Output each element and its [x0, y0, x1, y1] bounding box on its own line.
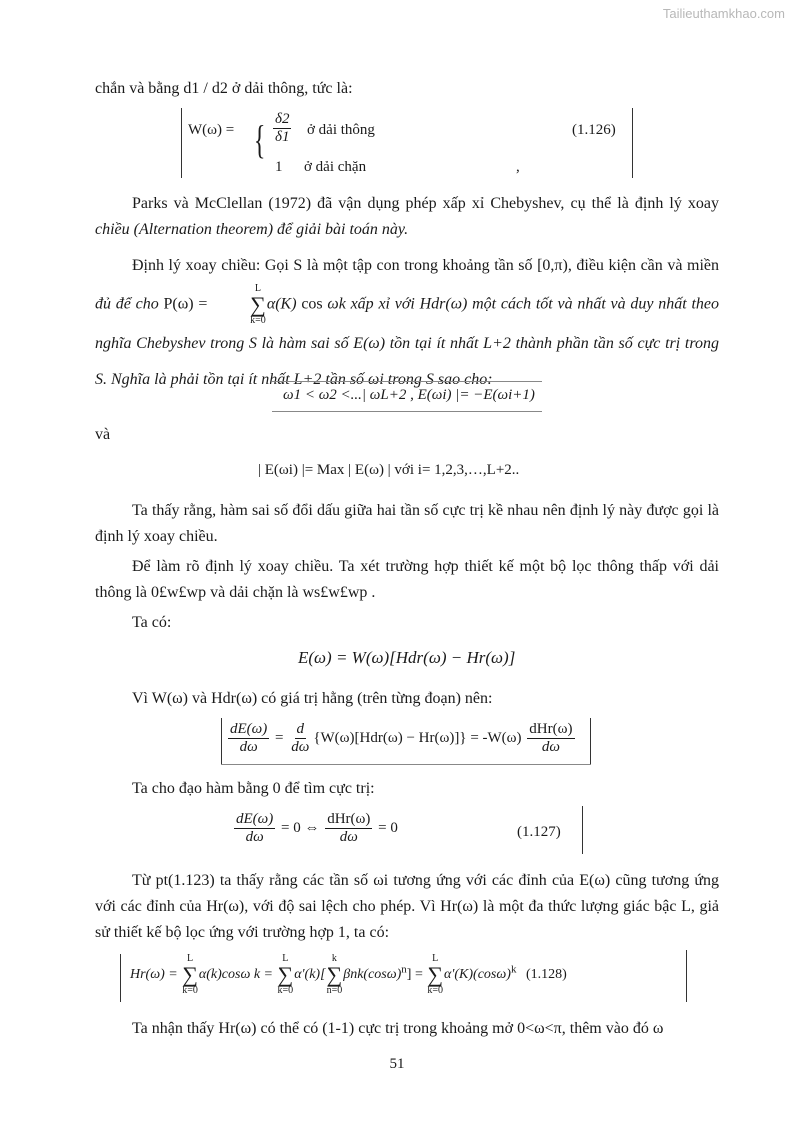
- eq-bar: [686, 950, 687, 1002]
- paragraph-parks: Parks và McClellan (1972) đã vận dụng phép xấp xỉ Chebyshev, cụ thể là định lý xoay chiều (Alternation theorem) để giải bài toán này.: [95, 195, 719, 238]
- text-va: và: [95, 426, 111, 443]
- eq-max-condition: | E(ωi) |= Max | E(ω) | với i= 1,2,3,…,L+2..: [258, 462, 520, 478]
- eq-bar: [120, 954, 121, 1002]
- eq126-fraction: $\frac{\delta 2}{\delta 1}$: [275, 111, 290, 145]
- eq126-number: (1.126): [572, 122, 616, 138]
- paragraph-design: Để làm rõ định lý xoay chiều. Ta xét trường hợp thiết kế một bộ lọc thông thấp với dải thông là 0£w£wp và dải chặn là ws£w£wp .: [95, 558, 719, 601]
- paragraph-last: Ta nhận thấy Hr(ω) có thể có (1-1) cực trị trong khoảng mở 0<ω<π, thêm vào đó ω: [132, 1020, 664, 1037]
- paragraph-theorem: Định lý xoay chiều: Gọi S là một tập con trong khoảng tần số [0,π), điều kiện cần và miền đủ để cho P(ω) = L ∑ k=0 α(K) cos ωk xấp xỉ với Hdr(ω) một cách tốt và nhất và duy nhất theo nghĩa Chebyshev trong S là hàm sai số E(ω) tồn tại ít nhất L+2 thành phần tần số cực trị trong S. Nghĩa là phải tồn tại ít nhất L+2 tần số ωi trong S sao cho:: [95, 257, 720, 388]
- paragraph-alternation: Ta thấy rằng, hàm sai số đổi dấu giữa hai tần số cực trị kề nhau nên định lý này được gọi là định lý xoay chiều.: [95, 502, 719, 545]
- eq126-lhs: W(ω) =: [188, 122, 235, 138]
- eq-bar: [632, 108, 633, 178]
- text-taco: Ta có:: [132, 614, 172, 631]
- paragraph-peaks: Từ pt(1.123) ta thấy rằng các tần số ωi tương ứng với các đỉnh của E(ω) cũng tương ứng với các đỉnh của Hr(ω), với độ sai lệch cho phép. Vì Hr(ω) là một đa thức lượng giác bậc L, giả sử thiết kế bộ lọc ứng với trường hợp 1, ta có:: [95, 872, 719, 941]
- eq126-case1: ở dải thông: [307, 122, 375, 138]
- eq127-number: (1.127): [517, 824, 561, 840]
- paragraph-constant: Vì W(ω) và Hdr(ω) có giá trị hằng (trên từng đoạn) nên:: [132, 690, 493, 707]
- eq128: Hr(ω) = L ∑ k=0 α(k)cosω k = L ∑ k=0 α'(k)[ k ∑ n=0 $\beta nk(\cos\omega)^n$] = L ∑ k=0 $\alpha'(K)(\cos\omega)^k$ (1.128): [130, 953, 567, 996]
- eq-alternation-order: ω1 < ω2 <...| ωL+2 , E(ωi) |= −E(ωi+1): [283, 387, 535, 403]
- paragraph-intro: chắn và bằng d1 / d2 ở dải thông, tức là:: [95, 80, 353, 97]
- eq126-dot: ,: [516, 159, 520, 175]
- eq-order-rule: [272, 381, 542, 382]
- eq126-brace: {: [253, 117, 266, 162]
- eq-bar: [221, 718, 222, 764]
- eq126-one: 1: [275, 159, 283, 175]
- eq-bar: [582, 806, 583, 854]
- watermark: Tailieuthamkhao.com: [662, 6, 785, 21]
- eq127: $\frac{dE(\omega)}{d\omega}$ = 0 ⇔ $\frac{\text{dHr(ω)}}{d\omega}$ = 0: [236, 811, 398, 845]
- eq-order-rule: [272, 411, 542, 412]
- eq-error-function: E(ω) = W(ω)[Hdr(ω) − Hr(ω)]: [298, 648, 516, 667]
- eq126-case2: ở dải chặn: [304, 159, 367, 175]
- eq-bar: [221, 764, 591, 765]
- eq-bar: [590, 718, 591, 764]
- eq-derivative: $\frac{dE(\omega)}{d\omega}$ = $\frac{d}{d\omega}$ {W(ω)[Hdr(ω) − Hr(ω)]} = -W(ω) $\frac{\text{dHr(ω)}}{d\omega}$: [230, 721, 573, 755]
- eq-bar: [181, 108, 182, 178]
- paragraph-zero: Ta cho đạo hàm bằng 0 để tìm cực trị:: [132, 780, 375, 797]
- page-number: 51: [389, 1056, 405, 1072]
